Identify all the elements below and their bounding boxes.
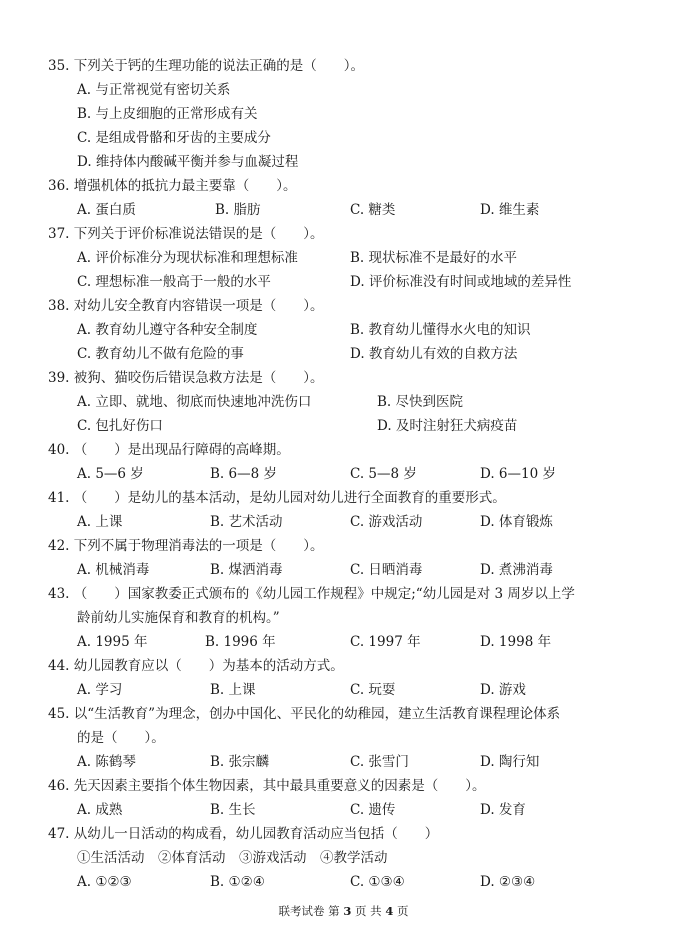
footer-exam-label: 联考试卷 [278,904,325,918]
question-39-options-row-1 [77,392,637,412]
question-45-options [77,752,637,772]
question-45-stem: 45. 以“生活教育”为理念，创办中国化、平民化的幼稚园，建立生活教育课程理论体系 [48,706,561,722]
question-41-stem: 41. （ ）是幼儿的基本活动，是幼儿园对幼儿进行全面教育的重要形式。 [48,490,506,506]
question-37-options-row-2 [77,272,637,292]
question-42-options [77,560,637,580]
question-44-options [77,680,637,700]
question-45-option-a: A. 陈鹤琴 [77,754,136,770]
page-footer [0,903,687,919]
question-45-option-b: B. 张宗麟 [210,754,270,770]
question-46-stem: 46. 先天因素主要指个体生物因素，其中最具重要意义的因素是（ ）。 [48,778,486,794]
question-38-stem: 38. 对幼儿安全教育内容错误一项是（ ）。 [48,298,324,314]
question-46-option-c: C. 遗传 [350,802,396,818]
footer-page-mid: 页 共 [355,904,382,918]
question-36-option-c: C. 糖类 [350,202,396,218]
question-44-option-d: D. 游戏 [480,682,526,698]
question-40-option-b: B. 6—8 岁 [210,466,277,482]
question-35-stem: 35. 下列关于钙的生理功能的说法正确的是（ ）。 [48,58,365,74]
footer-page-suffix: 页 [396,904,409,918]
question-45-option-c: C. 张雪门 [350,754,409,770]
question-35-option-d: D. 维持体内酸碱平衡并参与血凝过程 [77,154,299,170]
question-37-option-c: C. 理想标准一般高于一般的水平 [77,274,271,290]
question-44-option-b: B. 上课 [210,682,256,698]
question-37-option-b: B. 现状标准不是最好的水平 [350,250,518,266]
question-35-option-a: A. 与正常视觉有密切关系 [77,82,231,98]
question-38-option-c: C. 教育幼儿不做有危险的事 [77,346,244,362]
question-41-option-d: D. 体育锻炼 [480,514,553,530]
question-37-option-d: D. 评价标准没有时间或地域的差异性 [350,274,572,290]
footer-page-total: 4 [385,904,394,918]
question-37-stem: 37. 下列关于评价标准说法错误的是（ ）。 [48,226,324,242]
question-43-option-c: C. 1997 年 [350,634,421,650]
question-39-option-a: A. 立即、就地、彻底而快速地冲洗伤口 [77,394,312,410]
question-42-stem: 42. 下列不属于物理消毒法的一项是（ ）。 [48,538,324,554]
question-47-option-c: C. ①③④ [350,874,405,890]
question-44-option-c: C. 玩耍 [350,682,396,698]
question-35-option-b: B. 与上皮细胞的正常形成有关 [77,106,258,122]
question-44-stem: 44. 幼儿园教育应以（ ）为基本的活动方式。 [48,658,344,674]
question-46-options [77,800,637,820]
question-47-stem: 47. 从幼儿一日活动的构成看，幼儿园教育活动应当包括（ ） [48,826,439,842]
question-41-option-a: A. 上课 [77,514,123,530]
question-44-option-a: A. 学习 [77,682,123,698]
question-40-stem: 40. （ ）是出现品行障碍的高峰期。 [48,442,290,458]
question-46-option-a: A. 成熟 [77,802,123,818]
question-43-options [77,632,637,652]
question-36-option-a: A. 蛋白质 [77,202,136,218]
question-36-options [77,200,637,220]
question-37-options-row-1 [77,248,637,268]
question-39-options-row-2 [77,416,637,436]
question-45-stem-continued: 的是（ ）。 [77,730,165,746]
question-38-option-d: D. 教育幼儿有效的自救方法 [350,346,518,362]
footer-page-number: 3 [343,904,352,918]
question-36-stem: 36. 增强机体的抵抗力最主要靠（ ）。 [48,178,297,194]
question-43-option-a: A. 1995 年 [77,634,148,650]
question-42-option-d: D. 煮沸消毒 [480,562,553,578]
question-38-option-b: B. 教育幼儿懂得水火电的知识 [350,322,531,338]
question-41-options [77,512,637,532]
question-41-option-c: C. 游戏活动 [350,514,423,530]
question-46-option-d: D. 发育 [480,802,526,818]
question-46-option-b: B. 生长 [210,802,256,818]
question-43-stem-continued: 龄前幼儿实施保育和教育的机构。” [77,610,280,626]
question-38-options-row-2 [77,344,637,364]
question-42-option-b: B. 煤洒消毒 [210,562,283,578]
footer-page-prefix: 第 [328,904,340,918]
question-37-option-a: A. 评价标准分为现状标准和理想标准 [77,250,298,266]
question-43-stem: 43. （ ）国家教委正式颁布的《幼儿园工作规程》中规定;“幼儿园是对 3 周岁以上学 [48,586,575,602]
question-41-option-b: B. 艺术活动 [210,514,283,530]
question-36-option-d: D. 维生素 [480,202,540,218]
question-40-option-a: A. 5—6 岁 [77,466,144,482]
question-39-option-d: D. 及时注射狂犬病疫苗 [377,418,518,434]
question-40-options [77,464,637,484]
question-47-items: ①生活活动 ②体育活动 ③游戏活动 ④教学活动 [77,850,388,866]
question-47-option-d: D. ②③④ [480,874,536,890]
question-47-option-a: A. ①②③ [77,874,132,890]
question-42-option-a: A. 机械消毒 [77,562,150,578]
question-39-option-c: C. 包扎好伤口 [77,418,163,434]
question-43-option-d: D. 1998 年 [480,634,552,650]
question-39-option-b: B. 尽快到医院 [377,394,464,410]
question-43-option-b: B. 1996 年 [205,634,276,650]
question-40-option-c: C. 5—8 岁 [350,466,417,482]
question-40-option-d: D. 6—10 岁 [480,466,556,482]
question-47-options [77,872,637,892]
question-45-option-d: D. 陶行知 [480,754,540,770]
question-36-option-b: B. 脂肪 [215,202,261,218]
question-39-stem: 39. 被狗、猫咬伤后错误急救方法是（ ）。 [48,370,324,386]
question-35-option-c: C. 是组成骨骼和牙齿的主要成分 [77,130,271,146]
question-38-options-row-1 [77,320,637,340]
question-47-option-b: B. ①②④ [210,874,265,890]
question-38-option-a: A. 教育幼儿遵守各种安全制度 [77,322,258,338]
question-42-option-c: C. 日晒消毒 [350,562,423,578]
